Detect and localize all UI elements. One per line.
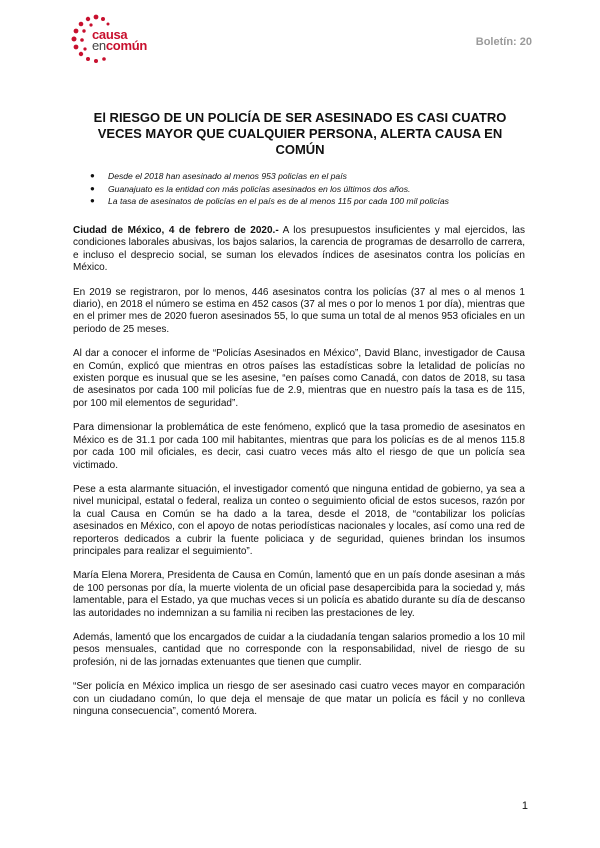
bullet-icon: ● xyxy=(90,171,95,180)
list-item: ● Desde el 2018 han asesinado al menos 953 policías en el país xyxy=(90,171,347,181)
bulletin-number: Boletín: 20 xyxy=(475,36,532,48)
paragraph: “Ser policía en México implica un riesgo de ser asesinado casi cuatro veces mayor en comparación con un ciudadano común, lo que deja el mensaje de que matar un policía es fácil y no conlleva ninguna consecuencia”, comentó Morera. xyxy=(73,681,525,717)
logo-wordmark-en-comun: encomún xyxy=(92,38,147,53)
list-item: ● La tasa de asesinatos de policías en el país es de al menos 115 por cada 100 mil policías xyxy=(90,196,449,206)
paragraph: María Elena Morera, Presidenta de Causa en Común, lamentó que en un país donde asesinan a más de 100 personas por día, la muerte violenta de un oficial pase desapercibida para la sociedad y, más lamentable, para el Estado, ya que muchas veces si un policía es abatido durante su día de descanso las autoridades no indemnizan a su familia ni reciben las prestaciones de ley. xyxy=(73,570,525,619)
paragraph: Al dar a conocer el informe de “Policías Asesinados en México”, David Blanc, investigador de Causa en Común, explicó que mientras en otros países las estadísticas sobre la letalidad de policías no existen porque es inusual que se les asesine, “en países como Canadá, con datos de 2018, su tasa de asesinatos por cada 100 mil policías fue de 2.9, mientras que en nuestro país la tasa es de 115, por 100 mil elementos de seguridad”. xyxy=(73,348,525,409)
paragraph: En 2019 se registraron, por lo menos, 446 asesinatos contra los policías (37 al mes o al menos 1 diario), en 2018 el número se estima en 452 casos (37 al mes o por lo menos 1 por día), mientras que en el primer mes de 2020 fueron asesinados 55, lo que suma un total de al menos 953 oficiales en un periodo de 25 meses. xyxy=(73,286,525,335)
paragraph-intro: Ciudad de México, 4 de febrero de 2020.- A los presupuestos insuficientes y mal ejercidos, las condiciones laborales abusivas, los bajos salarios, la carencia de programas de desarrollo de carrera, e incluso el desprecio social, se suman los elevados índices de asesinatos contra los policías en México. xyxy=(73,225,525,274)
dateline: Ciudad de México, 4 de febrero de 2020.- xyxy=(73,225,279,236)
headline: El RIESGO DE UN POLICÍA DE SER ASESINADO ES CASI CUATRO VECES MAYOR QUE CUALQUIER PERSONA, ALERTA CAUSA EN COMÚN xyxy=(93,110,507,157)
bullet-icon: ● xyxy=(90,183,95,193)
paragraph: Además, lamentó que los encargados de cuidar a la ciudadanía tengan salarios promedio a los 10 mil pesos mensuales, cantidad que no corresponde con la responsabilidad, nivel de riesgo de su profesión, ni de las jornadas extenuantes que tienen que cumplir. xyxy=(73,631,525,668)
causa-en-comun-logo xyxy=(70,13,170,65)
article-body xyxy=(73,225,525,730)
bullet-icon: ● xyxy=(90,196,95,205)
highlights-list xyxy=(90,170,520,208)
page-number: 1 xyxy=(521,800,528,812)
paragraph: Pese a esta alarmante situación, el investigador comentó que ninguna entidad de gobierno, ya sea a nivel municipal, estatal o federal, realiza un conteo o seguimiento oficial de estos sucesos, razón por la cual Causa en Común se ha dado a la tarea, desde el 2018, de “contabilizar los policías asesinados en México, con el apoyo de notas periodísticas nacionales y locales, así como una red de reporteros dedicados a cubrir la fuente policiaca y de seguridad, quienes brindan los insumos principales para realizar el seguimiento”. xyxy=(73,483,525,557)
paragraph: Para dimensionar la problemática de este fenómeno, explicó que la tasa promedio de asesinatos en México es de 31.1 por cada 100 mil habitantes, mientras que para los policías es de al menos 115.8 por cada 100 mil oficiales, es decir, casi cuatro veces más alto el riesgo de que un policía sea victimado. xyxy=(73,422,525,471)
list-item: ● Guanajuato es la entidad con más policías asesinados en los últimos dos años. xyxy=(90,183,411,194)
logo-wordmark-causa: causa xyxy=(92,27,128,42)
